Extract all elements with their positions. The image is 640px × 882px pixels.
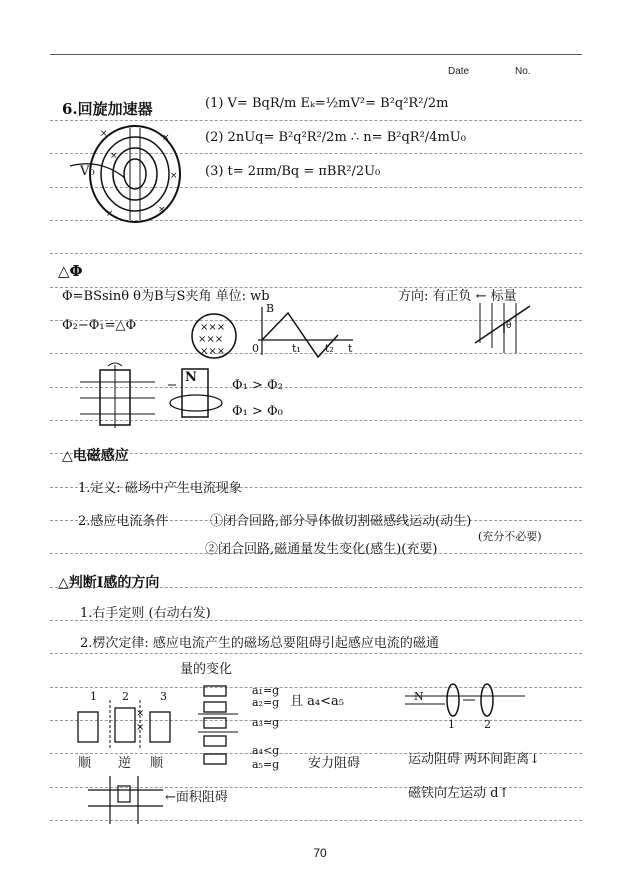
- theta-label: θ: [506, 321, 512, 331]
- no-label: No.: [515, 66, 531, 77]
- induction-condition-note: (充分不必要): [478, 530, 542, 543]
- position-label-3: 3: [160, 690, 167, 703]
- induction-title: △电磁感应: [62, 448, 129, 464]
- induction-condition-label: 2.感应电流条件: [78, 514, 169, 529]
- area-hinder: ←面积阻碍: [165, 790, 228, 805]
- formula-3: (3) t= 2πm/Bq = πBR²/2U₀: [205, 164, 381, 179]
- graph-t-label: t: [348, 342, 353, 355]
- b-vs-t-graph: [248, 305, 358, 360]
- shun-label-1: 顺: [78, 756, 92, 771]
- shun-label-2: 顺: [150, 756, 164, 771]
- svg-text:×: ×: [170, 171, 178, 181]
- v0-label: V₀: [80, 164, 95, 179]
- ampere-force-hinder: 安力阻碍: [308, 756, 361, 771]
- magnet-through-ring-diagram: [168, 365, 228, 423]
- flux-direction: 方向: 有正负 ← 标量: [398, 289, 517, 304]
- flux-compare-1: Φ₁ > Φ₂: [232, 378, 283, 393]
- magnet-move-left: 磁铁向左运动 d↑: [408, 786, 510, 801]
- loop-passing-field-diagram: [70, 700, 180, 748]
- ring-label-1: 1: [448, 718, 455, 731]
- induction-condition-2: ②闭合回路,磁通量发生变化(感生)(充要): [205, 542, 438, 557]
- flux-difference: Φ₂−Φ₁=△Φ: [62, 318, 137, 333]
- flux-definition: Φ=BSsinθ θ为B与S夹角 单位: wb: [62, 289, 270, 304]
- svg-text:×: ×: [136, 708, 145, 719]
- header-rule: [50, 54, 582, 55]
- accel-a1: a₁=g: [252, 684, 280, 697]
- lenz-law-cont: 量的变化: [180, 662, 233, 677]
- accel-a4: a₄<g: [252, 744, 280, 757]
- flux-title: △Φ: [58, 262, 83, 280]
- svg-text:×: ×: [158, 205, 166, 215]
- accel-a3: a₃=g: [252, 716, 280, 729]
- position-label-1: 1: [90, 690, 97, 703]
- date-label: Date: [448, 66, 470, 77]
- accel-compare: 且 a₄<a₅: [290, 694, 344, 709]
- svg-text:×: ×: [162, 133, 170, 143]
- formula-1: (1) V= BqR/m Eₖ=½mV²= B²q²R²/2m: [205, 96, 449, 111]
- induction-condition-1: ①闭合回路,部分导体做切割磁感线运动(动生): [210, 514, 472, 529]
- svg-text:×: ×: [100, 129, 108, 139]
- direction-title: △判断I感的方向: [58, 575, 160, 591]
- formula-2: (2) 2nUq= B²q²R²/2m ∴ n= B²qR²/4mU₀: [205, 130, 466, 145]
- flux-compare-2: Φ₁ > Φ₀: [232, 404, 283, 419]
- accel-a2: a₂=g: [252, 696, 280, 709]
- svg-text:×××: ×××: [198, 334, 224, 345]
- ni-label: 逆: [118, 756, 132, 771]
- ring-label-2: 2: [484, 718, 491, 731]
- page-number: 70: [313, 846, 327, 860]
- svg-text:×: ×: [106, 209, 114, 219]
- graph-origin-label: 0: [252, 342, 259, 355]
- ring-magnet-n: N: [414, 690, 424, 703]
- sliding-rails-diagram: [88, 776, 163, 826]
- graph-t2-label: t₂: [325, 342, 334, 355]
- position-label-2: 2: [122, 690, 129, 703]
- svg-text:×××: ×××: [200, 322, 226, 333]
- magnet-n-label: N: [185, 370, 197, 385]
- induction-definition: 1.定义: 磁场中产生电流现象: [78, 481, 242, 496]
- motion-hinder: 运动阻碍 两环间距离↓: [408, 752, 541, 767]
- tilted-plane-diagram: [470, 298, 540, 358]
- section6-title: 6.回旋加速器: [62, 100, 153, 118]
- graph-b-label: B: [266, 302, 275, 315]
- right-hand-rule: 1.右手定则 (右动右发): [80, 606, 211, 621]
- falling-loop-stack-diagram: [198, 684, 238, 774]
- graph-t1-label: t₁: [292, 342, 301, 355]
- svg-text:×: ×: [136, 722, 145, 733]
- lenz-law: 2.楞次定律: 感应电流产生的磁场总要阻碍引起感应电流的磁通: [80, 636, 439, 651]
- accel-a5: a₅=g: [252, 758, 280, 771]
- svg-text:×: ×: [110, 151, 118, 161]
- loop-in-field-diagram: [80, 360, 170, 430]
- svg-text:×××: ×××: [200, 346, 226, 357]
- field-into-page-diagram: [190, 312, 238, 360]
